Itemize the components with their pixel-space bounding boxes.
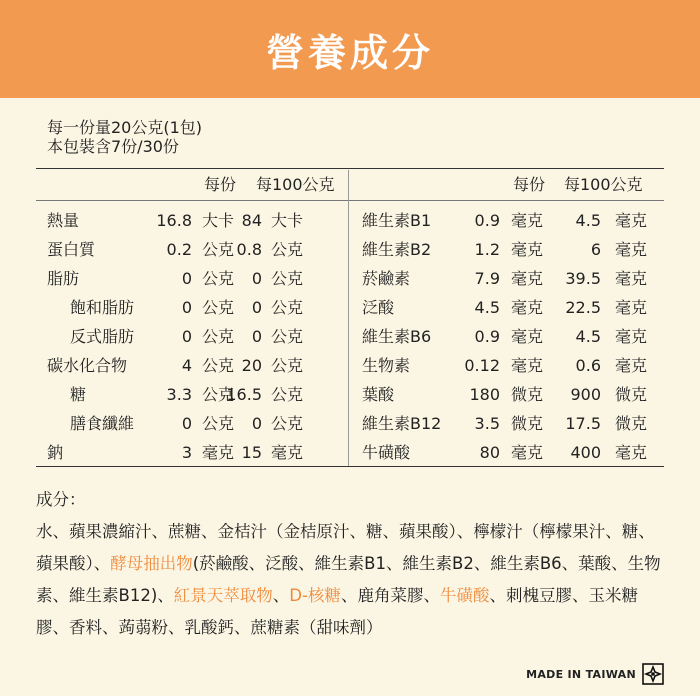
nutrition-table-right <box>0 206 700 467</box>
ingredient-text: (菸鹼酸、泛酸、維生素B1、維生素B2、維生素B6、葉酸、生物素、維生素B12)、 <box>36 554 661 605</box>
per-serving-unit: 公克 <box>202 240 235 259</box>
per-serving-value: 80 <box>479 443 500 462</box>
nutrient-name: 生物素 <box>362 356 411 375</box>
per-100g-unit: 公克 <box>271 327 304 346</box>
nutrient-name: 反式脂肪 <box>70 327 135 346</box>
highlighted-ingredient: 紅景天萃取物 <box>173 586 273 605</box>
highlighted-ingredient: 酵母抽出物 <box>110 554 193 573</box>
table-row <box>0 235 700 264</box>
ingredient-text: 、鹿角菜膠、 <box>340 586 440 605</box>
nutrient-name: 蛋白質 <box>47 240 96 259</box>
nutrient-name: 泛酸 <box>362 298 395 317</box>
table-row <box>0 293 700 322</box>
nutrient-name: 菸鹼素 <box>362 269 411 288</box>
header-bottom-rule <box>36 200 664 201</box>
table-row <box>0 322 700 351</box>
per-100g-value: 22.5 <box>565 298 601 317</box>
nutrient-name: 糖 <box>70 385 87 404</box>
per-100g-unit: 毫克 <box>615 356 648 375</box>
per-100g-unit: 毫克 <box>615 240 648 259</box>
nutrient-name: 膳食纖維 <box>70 414 135 433</box>
nutrient-name: 維生素B1 <box>362 211 432 230</box>
per-serving-unit: 公克 <box>202 269 235 288</box>
per-serving-value: 0 <box>181 269 192 288</box>
per-serving-unit: 公克 <box>202 385 235 404</box>
per-serving-unit: 大卡 <box>202 211 235 230</box>
nutrient-name: 碳水化合物 <box>47 356 128 375</box>
per-serving-unit: 毫克 <box>202 443 235 462</box>
right-col-header-per-100g: 每100公克 <box>564 175 643 194</box>
per-serving-value: 0 <box>181 414 192 433</box>
per-serving-unit: 毫克 <box>511 240 544 259</box>
per-100g-value: 84 <box>241 211 262 230</box>
ingredient-text: 水、蘋果濃縮汁、蔗糖、金桔汁（金桔原汁、糖、蘋果酸）、檸檬汁（檸檬果汁、糖、蘋果酸）、 <box>36 522 655 573</box>
table-row <box>0 351 700 380</box>
per-serving-value: 0.9 <box>474 327 500 346</box>
per-serving-unit: 微克 <box>511 385 544 404</box>
taiwan-flower-icon <box>642 663 664 685</box>
per-100g-unit: 毫克 <box>615 211 648 230</box>
per-100g-unit: 毫克 <box>615 443 648 462</box>
per-100g-value: 0.6 <box>575 356 601 375</box>
per-100g-unit: 公克 <box>271 298 304 317</box>
per-100g-value: 0.8 <box>236 240 262 259</box>
per-100g-unit: 毫克 <box>271 443 304 462</box>
per-100g-unit: 微克 <box>615 414 648 433</box>
table-row <box>0 409 700 438</box>
per-serving-unit: 公克 <box>202 298 235 317</box>
per-serving-unit: 毫克 <box>511 298 544 317</box>
per-100g-value: 4.5 <box>575 327 601 346</box>
nutrient-name: 維生素B6 <box>362 327 432 346</box>
table-row <box>0 264 700 293</box>
per-serving-unit: 毫克 <box>511 269 544 288</box>
per-serving-unit: 公克 <box>202 356 235 375</box>
per-serving-value: 7.9 <box>474 269 500 288</box>
per-serving-value: 0.2 <box>166 240 192 259</box>
left-col-header-per-serving: 每份 <box>204 175 237 194</box>
ingredients-title: 成分： <box>36 490 86 509</box>
per-serving-value: 180 <box>469 385 500 404</box>
per-serving-unit: 毫克 <box>511 356 544 375</box>
per-100g-unit: 公克 <box>271 414 304 433</box>
per-100g-value: 900 <box>570 385 601 404</box>
per-100g-value: 6 <box>590 240 601 259</box>
per-100g-unit: 公克 <box>271 356 304 375</box>
per-100g-unit: 微克 <box>615 385 648 404</box>
per-100g-unit: 公克 <box>271 269 304 288</box>
per-serving-value: 0.9 <box>474 211 500 230</box>
per-100g-unit: 大卡 <box>271 211 304 230</box>
ingredients-text <box>36 522 661 637</box>
per-serving-value: 3.3 <box>166 385 192 404</box>
per-100g-unit: 公克 <box>271 240 304 259</box>
per-serving-value: 3 <box>181 443 192 462</box>
table-row <box>0 438 700 467</box>
highlighted-ingredient: 牛磺酸 <box>439 586 490 605</box>
nutrient-name: 鈉 <box>47 443 64 462</box>
per-100g-value: 0 <box>251 414 262 433</box>
per-100g-value: 0 <box>251 269 262 288</box>
per-serving-unit: 公克 <box>202 327 235 346</box>
per-serving-unit: 微克 <box>511 414 544 433</box>
per-serving-value: 0 <box>181 298 192 317</box>
per-serving-value: 0.12 <box>464 356 500 375</box>
header-banner <box>0 0 700 98</box>
table-top-rule <box>36 168 664 169</box>
nutrient-name: 熱量 <box>47 211 80 230</box>
ingredients-block <box>36 484 666 644</box>
highlighted-ingredient: D-核糖 <box>289 586 341 605</box>
nutrient-name: 葉酸 <box>362 385 395 404</box>
serving-size: 每一份量20公克(1包) <box>47 118 203 137</box>
per-100g-value: 0 <box>251 298 262 317</box>
per-100g-value: 4.5 <box>575 211 601 230</box>
ingredient-text: 、刺槐豆膠、玉米糖膠、香料、蒟蒻粉、乳酸鈣、蔗糖素（甜味劑） <box>36 586 638 637</box>
per-serving-unit: 毫克 <box>511 327 544 346</box>
per-serving-value: 4.5 <box>474 298 500 317</box>
per-100g-value: 400 <box>570 443 601 462</box>
page-title: 營養成分 <box>265 30 434 75</box>
per-100g-value: 15 <box>241 443 262 462</box>
right-col-header-per-serving: 每份 <box>513 175 546 194</box>
per-serving-value: 1.2 <box>474 240 500 259</box>
per-serving-unit: 毫克 <box>511 211 544 230</box>
nutrient-name: 維生素B2 <box>362 240 432 259</box>
per-100g-value: 17.5 <box>565 414 601 433</box>
made-in-badge <box>526 663 664 685</box>
per-100g-value: 0 <box>251 327 262 346</box>
ingredient-text: 、 <box>272 586 290 605</box>
serving-info <box>47 118 202 156</box>
per-serving-unit: 毫克 <box>511 443 544 462</box>
made-in-label: MADE IN TAIWAN <box>526 667 636 681</box>
per-serving-value: 16.8 <box>156 211 192 230</box>
servings-per-package: 本包裝含7份/30份 <box>47 137 179 156</box>
per-100g-value: 39.5 <box>565 269 601 288</box>
table-row <box>0 206 700 235</box>
per-serving-value: 4 <box>181 356 192 375</box>
per-100g-value: 20 <box>241 356 262 375</box>
per-serving-unit: 公克 <box>202 414 235 433</box>
nutrient-name: 飽和脂肪 <box>70 298 135 317</box>
nutrient-name: 維生素B12 <box>362 414 442 433</box>
per-serving-value: 3.5 <box>474 414 500 433</box>
per-serving-value: 0 <box>181 327 192 346</box>
per-100g-unit: 毫克 <box>615 298 648 317</box>
nutrient-name: 脂肪 <box>47 269 80 288</box>
per-100g-unit: 毫克 <box>615 327 648 346</box>
table-row <box>0 380 700 409</box>
per-100g-unit: 公克 <box>271 385 304 404</box>
per-100g-value: 16.5 <box>226 385 262 404</box>
left-col-header-per-100g: 每100公克 <box>256 175 335 194</box>
nutrient-name: 牛磺酸 <box>362 443 411 462</box>
per-100g-unit: 毫克 <box>615 269 648 288</box>
